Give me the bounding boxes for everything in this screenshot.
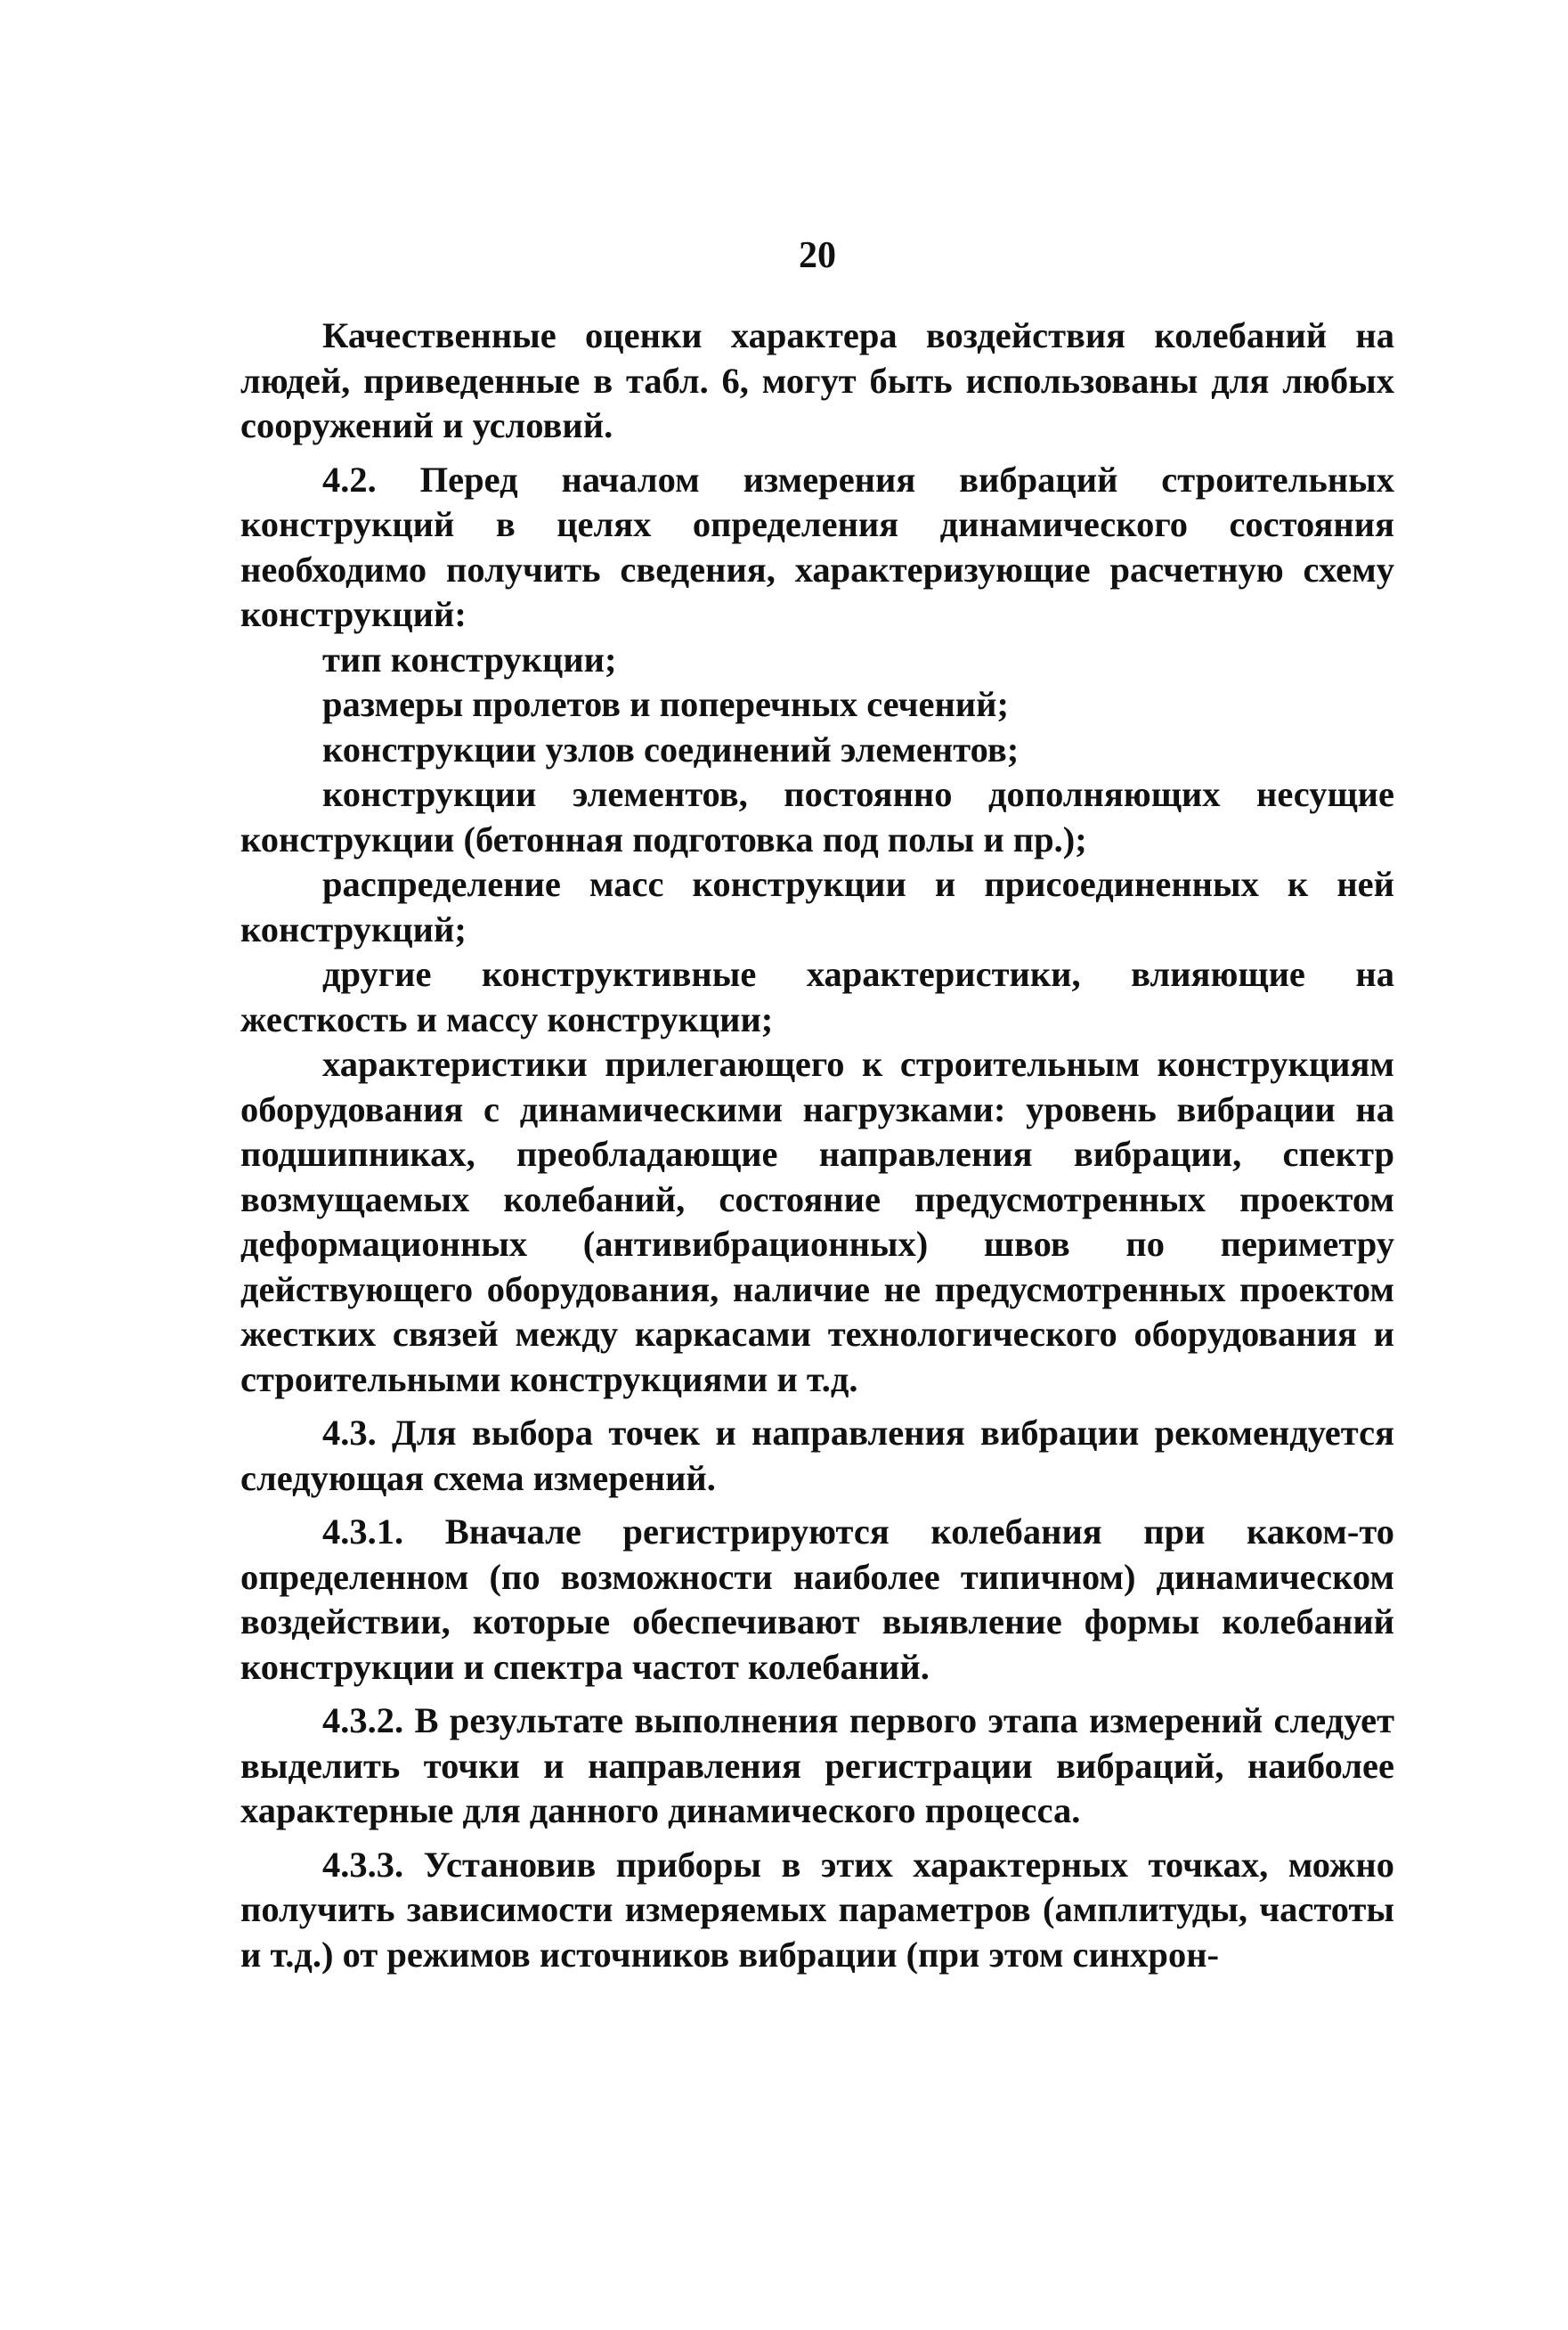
list-item: характеристики прилегающего к строительным конструкциям оборудования с динамическими нагрузками: уровень вибрации на подшипниках, преобладающие направления вибрации, спектр возмущаемых колебаний, состояние предусмотренных проектом деформационных (антивибрационных) швов по периметру действующего оборудования, наличие не предусмотренных проектом жестких связей между каркасами технологического оборудования и строительными конструкциями и т.д. <box>240 1044 1394 1399</box>
paragraph-4-3: 4.3. Для выбора точек и направления вибрации рекомендуется следующая схема измерений. <box>240 1413 1394 1498</box>
paragraph-4-2: 4.2. Перед началом измерения вибраций строительных конструкций в целях определения динамического состояния необходимо получить сведения, характеризующие расчетную схему конструкций: <box>240 459 1394 634</box>
body-text <box>240 314 1394 1986</box>
list-item: тип конструкции; <box>322 639 617 680</box>
paragraph-4-3-1: 4.3.1. Вначале регистрируются колебания при каком-то определенном (по возможности наиболее типичном) динамическом воздействии, которые обеспечивают выявление формы колебаний конструкции и спектра частот колебаний. <box>240 1511 1394 1687</box>
list-item: другие конструктивные характеристики, влияющие на жесткость и массу конструкции; <box>240 954 1394 1039</box>
list-item: конструкции узлов соединений элементов; <box>322 729 1020 770</box>
list-item: размеры пролетов и поперечных сечений; <box>322 684 1009 724</box>
paragraph-intro: Качественные оценки характера воздействия колебаний на людей, приведенные в табл. 6, могут быть использованы для любых сооружений и условий. <box>240 315 1394 445</box>
list-item: распределение масс конструкции и присоединенных к ней конструкций; <box>240 864 1394 949</box>
paragraph-4-3-2: 4.3.2. В результате выполнения первого этапа измерений следует выделить точки и направления регистрации вибраций, наиболее характерные для данного динамического процесса. <box>240 1700 1394 1830</box>
paragraph-4-3-3: 4.3.3. Установив приборы в этих характерных точках, можно получить зависимости измеряемых параметров (амплитуды, частоты и т.д.) от режимов источников вибрации (при этом синхрон- <box>240 1844 1394 1975</box>
list-item: конструкции элементов, постоянно дополняющих несущие конструкции (бетонная подготовка под полы и пр.); <box>240 774 1394 859</box>
page-number: 20 <box>799 235 836 276</box>
